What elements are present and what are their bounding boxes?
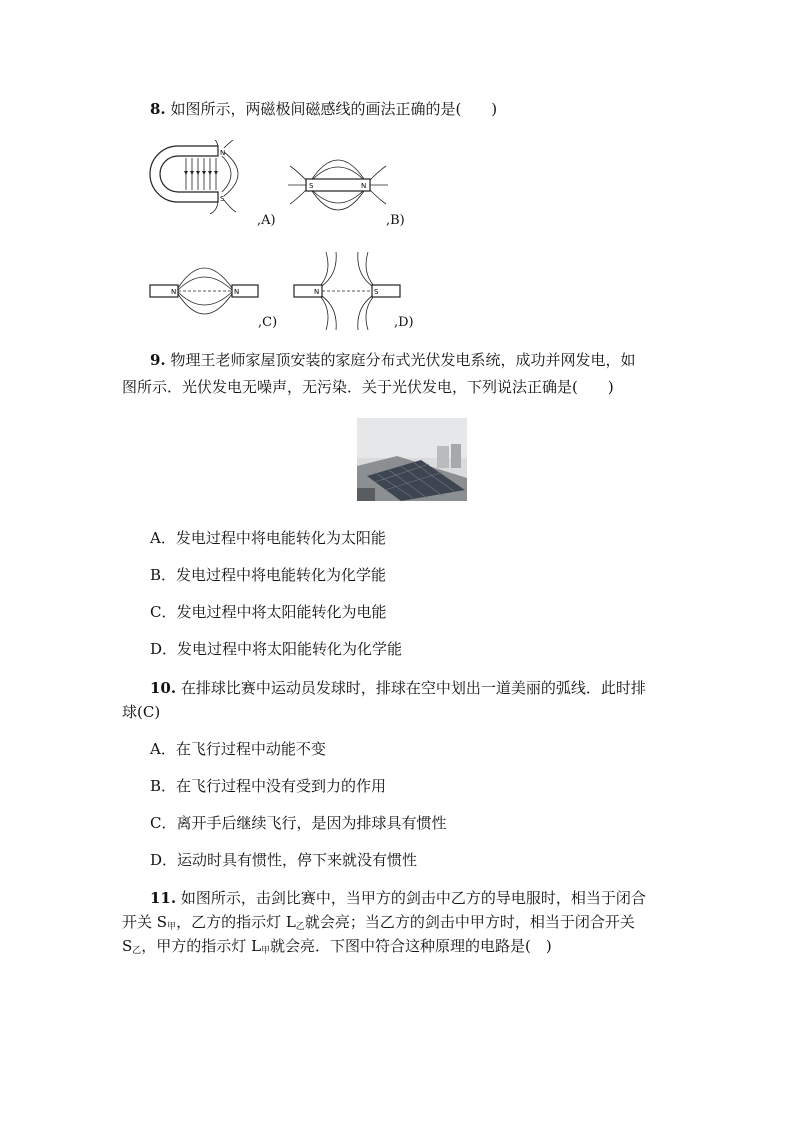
q8-figure-b xyxy=(288,144,388,226)
pole-label: N xyxy=(171,288,177,296)
pole-label: S xyxy=(309,182,314,190)
q9-stem-line1 xyxy=(150,350,635,370)
pole-label: S xyxy=(220,195,225,203)
q9-stem-line2: 图所示．光伏发电无噪声，无污染．关于光伏发电，下列说法正确是( ) xyxy=(122,378,614,396)
pole-label: N xyxy=(361,182,367,190)
q8-caption-b: ,B) xyxy=(386,213,405,228)
q8-stem xyxy=(150,99,497,119)
q8-caption-a: ,A) xyxy=(257,213,276,228)
q9-option-a: A．发电过程中将电能转化为太阳能 xyxy=(150,529,386,547)
q8-text: 如图所示，两磁极间磁感线的画法正确的是( ) xyxy=(170,100,498,118)
q10-option-d: D．运动时具有惯性，停下来就没有惯性 xyxy=(150,851,418,869)
q8-number: 8. xyxy=(150,100,166,118)
q8-caption-c: ,C) xyxy=(258,315,278,330)
pole-label: N xyxy=(220,149,226,157)
q10-option-b: B．在飞行过程中没有受到力的作用 xyxy=(150,777,387,795)
q9-text-1: 物理王老师家屋顶安装的家庭分布式光伏发电系统，成功并网发电，如 xyxy=(170,351,636,369)
q10-stem-line1 xyxy=(150,678,646,698)
pole-label: S xyxy=(374,288,379,296)
q11-stem-line3 xyxy=(122,936,552,961)
q11-stem-line2 xyxy=(122,912,635,937)
solar-panel-photo xyxy=(357,418,467,501)
subscript-yi: 乙 xyxy=(295,922,305,932)
q11-text-3b: ，甲方的指示灯 L xyxy=(141,937,262,955)
pole-label: N xyxy=(234,288,240,296)
q9-option-c: C．发电过程中将太阳能转化为电能 xyxy=(150,603,387,621)
q9-number: 9. xyxy=(150,351,166,369)
q10-text-1: 在排球比赛中运动员发球时，排球在空中划出一道美丽的弧线．此时排 xyxy=(180,679,646,697)
q10-option-a: A．在飞行过程中动能不变 xyxy=(150,740,326,758)
q11-stem-line1 xyxy=(150,888,646,908)
q11-text-2a: 开关 S xyxy=(122,913,168,931)
q8-figure-d xyxy=(292,252,404,330)
q10-option-c: C．离开手后继续飞行，是因为排球具有惯性 xyxy=(150,814,447,832)
q11-text-3c: 就会亮．下图中符合这种原理的电路是( ) xyxy=(270,937,552,955)
q11-text-2b: ，乙方的指示灯 L xyxy=(176,913,296,931)
q10-stem-line2: 球(C) xyxy=(122,703,161,721)
q9-option-d: D．发电过程中将太阳能转化为化学能 xyxy=(150,640,403,658)
pole-label: N xyxy=(314,288,320,296)
q8-figure-c xyxy=(148,252,260,330)
q10-number: 10. xyxy=(150,679,177,697)
q8-figure-a xyxy=(148,140,258,215)
q11-text-2c: 就会亮；当乙方的剑击中甲方时，相当于闭合开关 xyxy=(304,913,635,931)
q11-text-1: 如图所示，击剑比赛中，当甲方的剑击中乙方的导电服时，相当于闭合 xyxy=(180,889,646,907)
subscript-yi: 乙 xyxy=(132,946,142,956)
q11-number: 11. xyxy=(150,889,177,907)
q8-caption-d: ,D) xyxy=(394,315,414,330)
subscript-jia: 甲 xyxy=(261,946,271,956)
subscript-jia: 甲 xyxy=(167,922,177,932)
q11-text-3a: S xyxy=(122,937,133,955)
q9-option-b: B．发电过程中将电能转化为化学能 xyxy=(150,566,387,584)
